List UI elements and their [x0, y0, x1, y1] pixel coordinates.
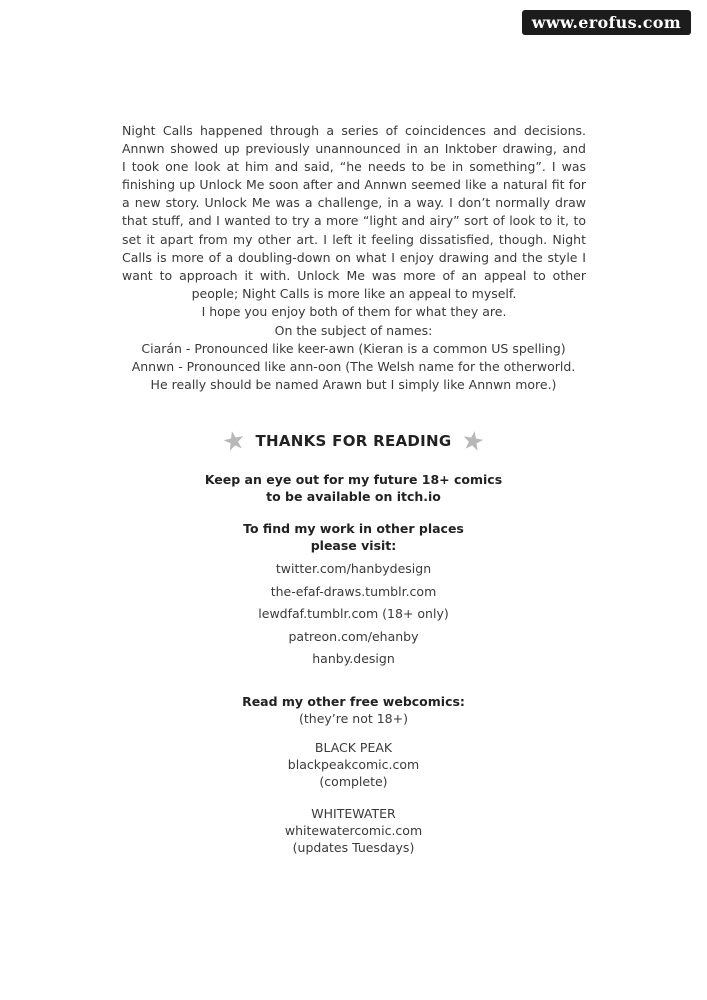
comic-url[interactable]: whitewatercomic.com	[284, 823, 423, 838]
intro-line: I took one look at him and said, “he needs to be in something”. I was	[122, 159, 586, 175]
names-heading: On the subject of names:	[274, 323, 433, 338]
comic-black-peak	[0, 739, 707, 790]
name-pronunciation: Annwn - Pronounced like ann-oon (The Welsh name for the otherworld.	[131, 359, 576, 375]
intro-closing-line: people; Night Calls is more like an appeal to myself.	[191, 285, 517, 301]
intro-line: want to approach it with. Unlock Me was more of an appeal to other	[122, 267, 586, 283]
link-patreon[interactable]: patreon.com/ehanby	[288, 628, 419, 644]
links-list	[0, 558, 707, 671]
intro-line: Annwn showed up previously unannounced in an Inktober drawing, and	[122, 141, 586, 157]
watermark-logo: www.erofus.com	[522, 10, 691, 35]
intro-paragraph	[122, 122, 586, 321]
intro-line: set it apart from my other art. I left it feeling dissatisfied, though. Night	[122, 231, 586, 247]
link-website[interactable]: hanby.design	[312, 651, 395, 666]
comic-status: (complete)	[319, 774, 388, 789]
comic-name: WHITEWATER	[311, 806, 396, 821]
comic-whitewater	[0, 805, 707, 856]
intro-line: Calls is more of a doubling-down on what I enjoy drawing and the style I	[122, 249, 586, 265]
webcomics-heading: Read my other free webcomics:	[242, 694, 465, 709]
future-line: Keep an eye out for my future 18+ comics	[204, 472, 503, 487]
intro-line: Night Calls happened through a series of coincidences and decisions.	[122, 123, 586, 138]
thanks-title: THANKS FOR READING	[255, 432, 452, 450]
intro-line: that stuff, and I wanted to try a more “light and airy” sort of look to it, to	[122, 213, 586, 229]
intro-line: finishing up Unlock Me soon after and Annwn seemed like a natural fit for	[122, 177, 586, 193]
find-line: please visit:	[310, 538, 397, 553]
name-pronunciation: He really should be named Arawn but I simply like Annwn more.)	[150, 377, 557, 393]
link-tumblr[interactable]: the-efaf-draws.tumblr.com	[270, 583, 437, 599]
names-section	[100, 322, 607, 394]
future-comics-notice	[0, 471, 707, 505]
link-twitter[interactable]: twitter.com/hanbydesign	[275, 561, 432, 576]
star-icon	[462, 430, 484, 452]
find-line: To find my work in other places	[243, 521, 464, 536]
webcomics-heading-block	[0, 693, 707, 727]
future-line: to be available on itch.io	[266, 489, 441, 504]
link-lewd-tumblr[interactable]: lewdfaf.tumblr.com (18+ only)	[258, 606, 449, 621]
star-icon	[223, 430, 245, 452]
comic-status: (updates Tuesdays)	[292, 840, 415, 855]
comic-url[interactable]: blackpeakcomic.com	[287, 757, 420, 772]
name-pronunciation: Ciarán - Pronounced like keer-awn (Kieran is a common US spelling)	[141, 341, 566, 357]
intro-closing-line: I hope you enjoy both of them for what they are.	[201, 303, 507, 319]
thanks-header	[0, 430, 707, 452]
comic-name: BLACK PEAK	[314, 740, 393, 755]
webcomics-subheading: (they’re not 18+)	[299, 711, 408, 726]
intro-line: a new story. Unlock Me was a challenge, in a way. I don’t normally draw	[122, 195, 586, 211]
find-work-heading	[0, 520, 707, 554]
